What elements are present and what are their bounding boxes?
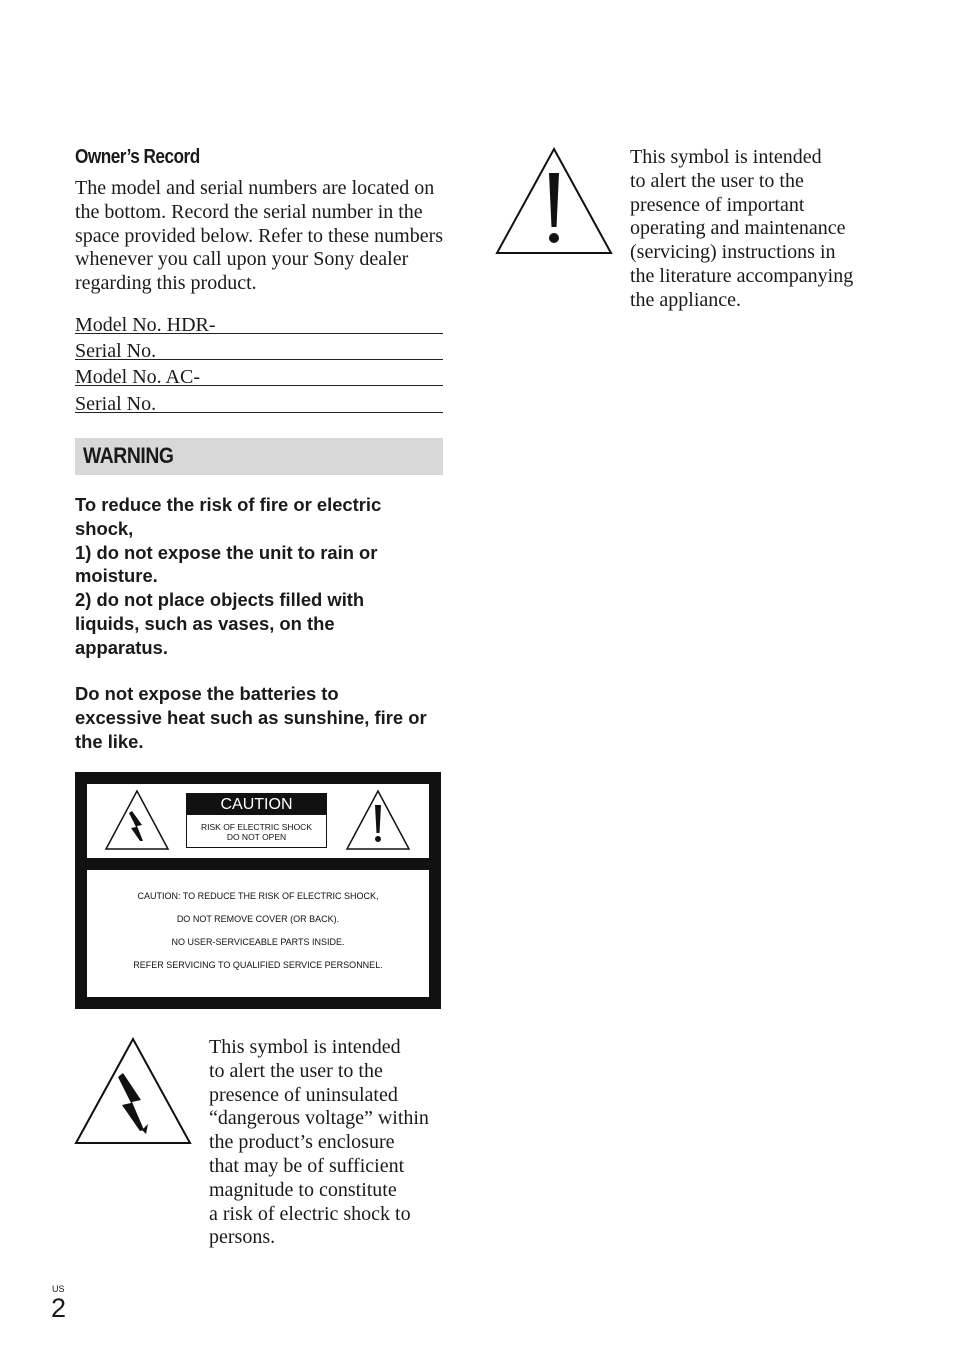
ac-serial-number-field: [75, 387, 443, 413]
caution-subtitle: RISK OF ELECTRIC SHOCK: [201, 822, 312, 832]
page-region-label: US: [52, 1284, 65, 1294]
lightning-triangle-icon: [104, 789, 170, 851]
exclamation-triangle-icon: [345, 789, 411, 851]
text-line: presence of important: [630, 193, 805, 216]
text-line: “dangerous voltage” within: [209, 1107, 429, 1130]
warning-paragraph-1: [75, 493, 447, 660]
caution-title: CAUTION: [187, 794, 326, 815]
exclamation-warning-icon: [495, 147, 613, 255]
warning-heading-bar: [75, 438, 443, 475]
text-line: Do not expose the batteries to: [75, 683, 339, 704]
serial-number-field: [75, 334, 443, 360]
text-line: To reduce the risk of fire or electric: [75, 494, 382, 515]
text-line: the appliance.: [630, 288, 742, 311]
text-line: 2) do not place objects filled with: [75, 589, 365, 611]
lightning-symbol-description: [209, 1036, 449, 1250]
exclamation-symbol-description: [630, 146, 880, 313]
text-line: excessive heat such as sunshine, fire or: [75, 706, 427, 728]
text-line: magnitude to constitute: [209, 1178, 397, 1201]
text-line: 1) do not expose the unit to rain or: [75, 541, 378, 563]
text-line: to alert the user to the: [209, 1059, 383, 1082]
text-line: that may be of sufficient: [209, 1154, 405, 1177]
field-label: Model No. HDR-: [75, 314, 216, 336]
text-line: to alert the user to the: [630, 169, 804, 192]
caution-line: CAUTION: TO REDUCE THE RISK OF ELECTRIC SHOCK,: [137, 891, 379, 901]
field-label: Serial No.: [75, 393, 157, 415]
text-line: moisture.: [75, 565, 158, 587]
owners-record-text: The model and serial numbers are located on the bottom. Record the serial number in the space provided below. Refer to these numbers whenever you call upon your Sony dealer regarding this product.: [75, 177, 444, 295]
text-line: presence of uninsulated: [209, 1083, 398, 1106]
text-line: This symbol is intended: [630, 146, 822, 168]
text-line: apparatus.: [75, 636, 169, 658]
warning-paragraph-2: [75, 682, 447, 753]
text-line: (servicing) instructions in: [630, 241, 836, 264]
model-number-field: [75, 308, 443, 334]
ac-model-number-field: [75, 360, 443, 386]
field-label: Model No. AC-: [75, 366, 200, 388]
text-line: operating and maintenance: [630, 217, 846, 240]
lightning-warning-icon: [74, 1037, 192, 1145]
caution-label: [75, 772, 441, 1009]
caution-line: DO NOT REMOVE COVER (OR BACK).: [176, 914, 340, 924]
text-line: This symbol is intended: [209, 1036, 401, 1058]
page-number: 2: [51, 1293, 67, 1323]
text-line: shock,: [75, 517, 134, 539]
caution-label-top: [87, 784, 429, 858]
text-line: the literature accompanying: [630, 264, 854, 287]
caution-subtitle: DO NOT OPEN: [226, 832, 287, 842]
caution-line: NO USER-SERVICEABLE PARTS INSIDE.: [171, 937, 345, 947]
text-line: persons.: [209, 1226, 276, 1249]
caution-label-box: [186, 793, 327, 848]
owners-record-title: Owner’s Record: [75, 146, 200, 168]
text-line: the product’s enclosure: [209, 1131, 395, 1154]
text-line: the like.: [75, 730, 144, 752]
caution-label-text-area: [87, 870, 429, 997]
field-label: Serial No.: [75, 340, 157, 362]
caution-line: REFER SERVICING TO QUALIFIED SERVICE PERSONNEL.: [133, 960, 383, 970]
warning-heading: WARNING: [83, 443, 174, 468]
text-line: a risk of electric shock to: [209, 1202, 411, 1225]
text-line: liquids, such as vases, on the: [75, 612, 335, 634]
